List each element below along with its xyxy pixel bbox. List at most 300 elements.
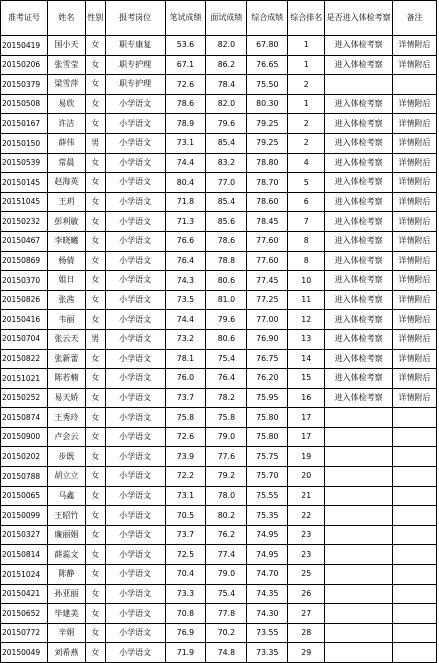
physical-exam-cell: 进入体检考察 [325,133,393,153]
remarks-cell [393,604,437,624]
rank-cell: 16 [288,388,325,408]
gender-cell: 女 [85,153,105,173]
rank-cell: 1 [288,55,325,75]
written-score-cell: 73.7 [165,388,206,408]
position-cell: 小学语文 [105,133,165,153]
physical-exam-cell [325,525,393,545]
physical-exam-cell: 进入体检考察 [325,231,393,251]
header-written-score: 笔试成绩 [165,1,206,36]
written-score-cell: 72.6 [165,427,206,447]
total-score-cell: 79.25 [247,114,288,134]
total-score-cell: 78.80 [247,153,288,173]
interview-score-cell: 75.8 [206,408,247,428]
table-row [1,36,437,56]
header-rank: 综合排名 [288,1,325,36]
name-cell: 国小天 [47,36,85,56]
name-cell: 王玥 [47,192,85,212]
gender-cell: 女 [85,565,105,585]
interview-score-cell: 79.2 [206,467,247,487]
table-row [1,114,437,134]
physical-exam-cell: 进入体检考察 [325,271,393,291]
interview-score-cell: 75.4 [206,584,247,604]
exam-id-cell: 20150232 [1,212,48,232]
physical-exam-cell: 进入体检考察 [325,329,393,349]
position-cell: 小学语文 [105,506,165,526]
gender-cell: 女 [85,212,105,232]
name-cell: 张茜 [47,290,85,310]
remarks-cell [393,408,437,428]
name-cell: 廉丽娟 [47,525,85,545]
position-cell: 小学语文 [105,623,165,643]
name-cell: 王昭竹 [47,506,85,526]
exam-id-cell: 20150065 [1,486,48,506]
written-score-cell: 73.9 [165,447,206,467]
written-score-cell: 70.8 [165,604,206,624]
table-row [1,486,437,506]
name-cell: 杨倩 [47,251,85,271]
table-row [1,271,437,291]
written-score-cell: 53.6 [165,36,206,56]
written-score-cell: 74.4 [165,153,206,173]
interview-score-cell: 85.4 [206,192,247,212]
total-score-cell: 78.60 [247,192,288,212]
header-gender: 性别 [85,1,105,36]
remarks-cell: 详情附后 [393,36,437,56]
rank-cell: 23 [288,545,325,565]
physical-exam-cell [325,506,393,526]
physical-exam-cell: 进入体检考察 [325,310,393,330]
name-cell: 韦丽 [47,310,85,330]
exam-id-cell: 20151024 [1,565,48,585]
physical-exam-cell [325,604,393,624]
position-cell: 小学语文 [105,271,165,291]
gender-cell: 女 [85,525,105,545]
interview-score-cell: 77.6 [206,447,247,467]
physical-exam-cell [325,447,393,467]
total-score-cell: 67.80 [247,36,288,56]
total-score-cell: 80.30 [247,94,288,114]
written-score-cell: 76.6 [165,231,206,251]
exam-id-cell: 20150252 [1,388,48,408]
table-row [1,369,437,389]
interview-score-cell: 82.0 [206,36,247,56]
written-score-cell: 72.5 [165,545,206,565]
rank-cell: 19 [288,447,325,467]
position-cell: 小学语文 [105,525,165,545]
exam-id-cell: 20150826 [1,290,48,310]
gender-cell: 女 [85,192,105,212]
remarks-cell: 详情附后 [393,173,437,193]
exam-id-cell: 20150150 [1,133,48,153]
total-score-cell: 78.45 [247,212,288,232]
rank-cell: 28 [288,623,325,643]
physical-exam-cell: 进入体检考察 [325,212,393,232]
header-row [1,1,437,36]
interview-score-cell: 78.0 [206,486,247,506]
physical-exam-cell: 进入体检考察 [325,55,393,75]
interview-score-cell: 82.0 [206,94,247,114]
position-cell: 小学语文 [105,643,165,663]
total-score-cell: 74.95 [247,525,288,545]
remarks-cell: 详情附后 [393,153,437,173]
interview-score-cell: 81.0 [206,290,247,310]
gender-cell: 女 [85,290,105,310]
table-row [1,467,437,487]
position-cell: 小学语文 [105,408,165,428]
rank-cell: 2 [288,114,325,134]
position-cell: 小学语文 [105,173,165,193]
written-score-cell: 71.8 [165,192,206,212]
exam-id-cell: 20150145 [1,173,48,193]
total-score-cell: 75.70 [247,467,288,487]
physical-exam-cell: 进入体检考察 [325,36,393,56]
physical-exam-cell: 进入体检考察 [325,369,393,389]
total-score-cell: 74.95 [247,545,288,565]
name-cell: 张云天 [47,329,85,349]
exam-id-cell: 20151045 [1,192,48,212]
header-remarks: 备注 [393,1,437,36]
remarks-cell: 详情附后 [393,251,437,271]
total-score-cell: 76.75 [247,349,288,369]
total-score-cell: 75.75 [247,447,288,467]
position-cell: 小学语文 [105,427,165,447]
interview-score-cell: 79.0 [206,427,247,447]
exam-id-cell: 20150822 [1,349,48,369]
exam-id-cell: 20150704 [1,329,48,349]
exam-id-cell: 20150652 [1,604,48,624]
name-cell: 许洁 [47,114,85,134]
exam-id-cell: 20150049 [1,643,48,663]
gender-cell: 女 [85,369,105,389]
total-score-cell: 77.60 [247,251,288,271]
interview-score-cell: 77.8 [206,604,247,624]
interview-score-cell: 79.6 [206,114,247,134]
total-score-cell: 78.70 [247,173,288,193]
exam-id-cell: 20150416 [1,310,48,330]
exam-id-cell: 20150379 [1,75,48,95]
gender-cell: 女 [85,310,105,330]
remarks-cell [393,506,437,526]
position-cell: 小学语文 [105,604,165,624]
table-row [1,329,437,349]
gender-cell: 女 [85,545,105,565]
gender-cell: 女 [85,486,105,506]
position-cell: 小学语文 [105,486,165,506]
remarks-cell: 详情附后 [393,55,437,75]
written-score-cell: 76.0 [165,369,206,389]
gender-cell: 女 [85,114,105,134]
remarks-cell [393,525,437,545]
interview-score-cell: 85.6 [206,212,247,232]
written-score-cell: 70.4 [165,565,206,585]
physical-exam-cell: 进入体检考察 [325,94,393,114]
position-cell: 小学语文 [105,94,165,114]
exam-id-cell: 20150900 [1,427,48,447]
position-cell: 职专护理 [105,55,165,75]
total-score-cell: 75.95 [247,388,288,408]
gender-cell: 女 [85,231,105,251]
physical-exam-cell: 进入体检考察 [325,349,393,369]
name-cell: 常晨 [47,153,85,173]
rank-cell: 14 [288,349,325,369]
physical-exam-cell [325,545,393,565]
physical-exam-cell: 进入体检考察 [325,153,393,173]
written-score-cell: 71.9 [165,643,206,663]
interview-score-cell: 79.0 [206,565,247,585]
interview-score-cell: 75.4 [206,349,247,369]
exam-id-cell: 20150508 [1,94,48,114]
remarks-cell [393,623,437,643]
rank-cell: 26 [288,584,325,604]
remarks-cell: 详情附后 [393,310,437,330]
rank-cell: 7 [288,212,325,232]
physical-exam-cell: 进入体检考察 [325,114,393,134]
name-cell: 毕建美 [47,604,85,624]
total-score-cell: 77.45 [247,271,288,291]
physical-exam-cell: 进入体检考察 [325,251,393,271]
rank-cell: 6 [288,192,325,212]
rank-cell: 12 [288,310,325,330]
interview-score-cell: 76.2 [206,525,247,545]
table-row [1,192,437,212]
name-cell: 李晓曦 [47,231,85,251]
total-score-cell: 75.80 [247,408,288,428]
header-exam-id: 准考证号 [1,1,48,36]
header-physical-exam: 是否进入体检考察 [325,1,393,36]
total-score-cell: 76.20 [247,369,288,389]
exam-id-cell: 20150202 [1,447,48,467]
remarks-cell [393,545,437,565]
name-cell: 薛伟 [47,133,85,153]
physical-exam-cell [325,623,393,643]
rank-cell: 5 [288,173,325,193]
rank-cell: 8 [288,251,325,271]
physical-exam-cell [325,427,393,447]
interview-score-cell: 70.2 [206,623,247,643]
table-row [1,55,437,75]
table-row [1,251,437,271]
interview-score-cell: 83.2 [206,153,247,173]
name-cell: 孙亚丽 [47,584,85,604]
remarks-cell: 详情附后 [393,329,437,349]
position-cell: 小学语文 [105,565,165,585]
name-cell: 步既 [47,447,85,467]
gender-cell: 女 [85,408,105,428]
physical-exam-cell [325,408,393,428]
exam-id-cell: 20150327 [1,525,48,545]
interview-score-cell: 85.4 [206,133,247,153]
total-score-cell: 76.90 [247,329,288,349]
remarks-cell: 详情附后 [393,369,437,389]
name-cell: 薛蕊文 [47,545,85,565]
gender-cell: 女 [85,271,105,291]
remarks-cell [393,565,437,585]
rank-cell: 21 [288,486,325,506]
table-row [1,545,437,565]
interview-score-cell: 80.6 [206,271,247,291]
interview-score-cell: 78.6 [206,231,247,251]
remarks-cell: 详情附后 [393,349,437,369]
total-score-cell: 76.65 [247,55,288,75]
written-score-cell: 73.7 [165,525,206,545]
total-score-cell: 75.55 [247,486,288,506]
exam-id-cell: 20150370 [1,271,48,291]
position-cell: 职专康复 [105,36,165,56]
exam-id-cell: 20150539 [1,153,48,173]
exam-id-cell: 20150869 [1,251,48,271]
name-cell: 易天娇 [47,388,85,408]
physical-exam-cell: 进入体检考察 [325,173,393,193]
position-cell: 小学语文 [105,290,165,310]
table-row [1,231,437,251]
rank-cell: 4 [288,153,325,173]
remarks-cell [393,643,437,663]
table-row [1,584,437,604]
name-cell: 彭利敏 [47,212,85,232]
gender-cell: 女 [85,36,105,56]
interview-score-cell: 77.0 [206,173,247,193]
exam-id-cell: 20150167 [1,114,48,134]
table-row [1,408,437,428]
written-score-cell: 78.1 [165,349,206,369]
table-row [1,506,437,526]
total-score-cell: 75.80 [247,427,288,447]
remarks-cell: 详情附后 [393,94,437,114]
interview-score-cell: 80.6 [206,329,247,349]
position-cell: 小学语文 [105,251,165,271]
interview-score-cell: 76.4 [206,369,247,389]
written-score-cell: 72.2 [165,467,206,487]
table-row [1,427,437,447]
written-score-cell: 74.4 [165,310,206,330]
exam-id-cell: 20150099 [1,506,48,526]
interview-score-cell: 78.2 [206,388,247,408]
table-row [1,388,437,408]
name-cell: 陈静 [47,565,85,585]
written-score-cell: 78.6 [165,94,206,114]
gender-cell: 女 [85,643,105,663]
written-score-cell: 73.1 [165,133,206,153]
remarks-cell: 详情附后 [393,231,437,251]
written-score-cell: 67.1 [165,55,206,75]
position-cell: 小学语文 [105,447,165,467]
table-row [1,212,437,232]
rank-cell: 8 [288,231,325,251]
position-cell: 小学语文 [105,231,165,251]
physical-exam-cell: 进入体检考察 [325,192,393,212]
name-cell: 姐日 [47,271,85,291]
name-cell: 易欣 [47,94,85,114]
table-row [1,623,437,643]
rank-cell: 1 [288,94,325,114]
physical-exam-cell [325,643,393,663]
position-cell: 小学语文 [105,329,165,349]
physical-exam-cell [325,584,393,604]
gender-cell: 女 [85,349,105,369]
remarks-cell [393,486,437,506]
table-row [1,153,437,173]
gender-cell: 女 [85,467,105,487]
rank-cell: 29 [288,643,325,663]
remarks-cell: 详情附后 [393,114,437,134]
name-cell: 赵海英 [47,173,85,193]
written-score-cell: 80.4 [165,173,206,193]
table-row [1,604,437,624]
remarks-cell: 详情附后 [393,133,437,153]
physical-exam-cell [325,75,393,95]
name-cell: 胡立立 [47,467,85,487]
remarks-cell [393,447,437,467]
remarks-cell: 详情附后 [393,388,437,408]
physical-exam-cell [325,486,393,506]
header-total-score: 综合成绩 [247,1,288,36]
gender-cell: 女 [85,447,105,467]
name-cell: 刘希燕 [47,643,85,663]
physical-exam-cell [325,467,393,487]
total-score-cell: 75.50 [247,75,288,95]
position-cell: 小学语文 [105,212,165,232]
table-row [1,310,437,330]
gender-cell: 女 [85,604,105,624]
total-score-cell: 73.55 [247,623,288,643]
remarks-cell: 详情附后 [393,212,437,232]
exam-id-cell: 20150206 [1,55,48,75]
rank-cell: 2 [288,133,325,153]
physical-exam-cell [325,565,393,585]
interview-score-cell: 80.2 [206,506,247,526]
gender-cell: 男 [85,329,105,349]
written-score-cell: 70.5 [165,506,206,526]
position-cell: 小学语文 [105,153,165,173]
gender-cell: 女 [85,173,105,193]
name-cell: 陈若楠 [47,369,85,389]
position-cell: 小学语文 [105,369,165,389]
remarks-cell [393,467,437,487]
table-row [1,133,437,153]
interview-score-cell: 77.4 [206,545,247,565]
written-score-cell: 76.4 [165,251,206,271]
table-row [1,565,437,585]
rank-cell: 1 [288,36,325,56]
table-row [1,290,437,310]
remarks-cell [393,427,437,447]
position-cell: 小学语文 [105,467,165,487]
table-row [1,447,437,467]
remarks-cell: 详情附后 [393,271,437,291]
table-body [1,36,437,663]
written-score-cell: 73.5 [165,290,206,310]
total-score-cell: 77.00 [247,310,288,330]
rank-cell: 27 [288,604,325,624]
physical-exam-cell: 进入体检考察 [325,388,393,408]
written-score-cell: 74.3 [165,271,206,291]
name-cell: 张雪莹 [47,55,85,75]
gender-cell: 女 [85,584,105,604]
rank-cell: 15 [288,369,325,389]
exam-id-cell: 20150772 [1,623,48,643]
exam-id-cell: 20150419 [1,36,48,56]
remarks-cell: 详情附后 [393,290,437,310]
rank-cell: 25 [288,565,325,585]
written-score-cell: 73.1 [165,486,206,506]
header-interview-score: 面试成绩 [206,1,247,36]
rank-cell: 23 [288,525,325,545]
remarks-cell [393,584,437,604]
table-row [1,643,437,663]
name-cell: 张新蕾 [47,349,85,369]
exam-id-cell: 20150788 [1,467,48,487]
written-score-cell: 78.9 [165,114,206,134]
